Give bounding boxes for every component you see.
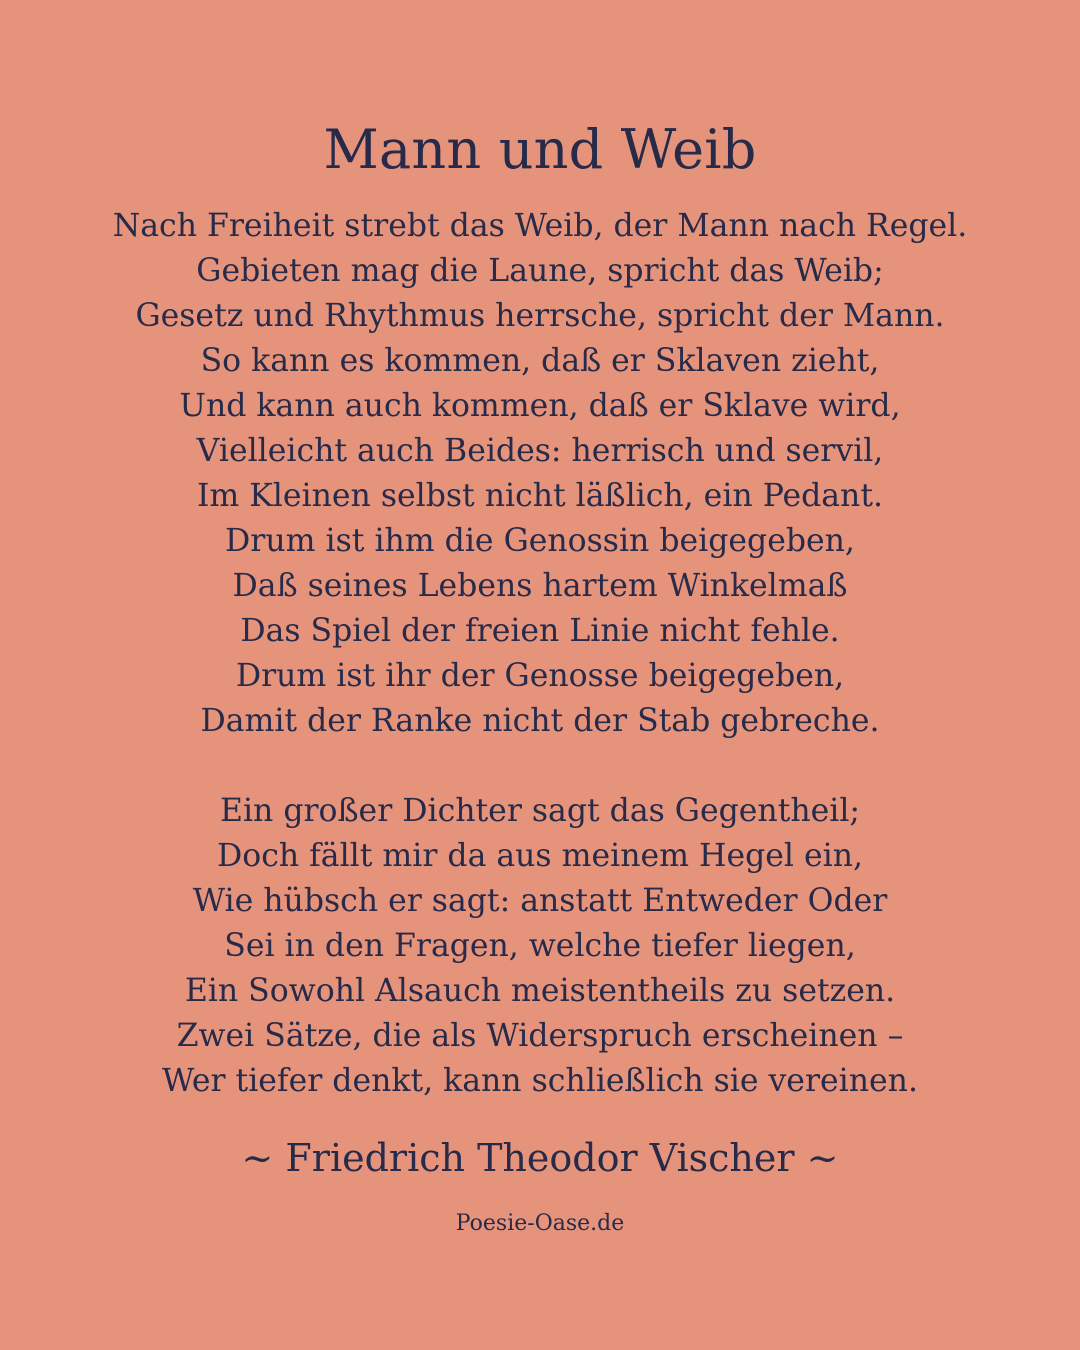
poem-line: Sei in den Fragen, welche tiefer liegen, [224,928,856,964]
poem-line: Gesetz und Rhythmus herrsche, spricht der Mann. [135,298,945,334]
stanza-1 [0,204,1080,744]
poem-title: Mann und Weib [323,118,757,181]
stanza-2 [0,789,1080,1104]
poem-line: Doch fällt mir da aus meinem Hegel ein, [216,838,864,874]
poem-line: Nach Freiheit strebt das Weib, der Mann nach Regel. [112,208,968,244]
poem-line: Daß seines Lebens hartem Winkelmaß [232,568,848,604]
poem-line: Drum ist ihm die Genossin beigegeben, [225,523,855,559]
poem-line: Und kann auch kommen, daß er Sklave wird, [179,388,901,424]
poem-author: ~ Friedrich Theodor Vischer ~ [241,1136,839,1180]
poem-line: Im Kleinen selbst nicht läßlich, ein Pedant. [196,478,884,514]
poem-line: Zwei Sätze, die als Widerspruch erscheinen – [176,1018,904,1054]
source-credit: Poesie-Oase.de [455,1211,625,1236]
poem-line: Vielleicht auch Beides: herrisch und servil, [196,433,884,469]
poem-line: Damit der Ranke nicht der Stab gebreche. [200,703,880,739]
poem-line: Das Spiel der freien Linie nicht fehle. [240,613,840,649]
poem-line: So kann es kommen, daß er Sklaven zieht, [200,343,880,379]
poem-line: Ein großer Dichter sagt das Gegentheil; [219,793,861,829]
poem-line: Gebieten mag die Laune, spricht das Weib; [196,253,884,289]
poem-line: Wer tiefer denkt, kann schließlich sie vereinen. [162,1063,918,1099]
poem-line: Drum ist ihr der Genosse beigegeben, [235,658,845,694]
poem-line: Ein Sowohl Alsauch meistentheils zu setzen. [184,973,896,1009]
poem-line: Wie hübsch er sagt: anstatt Entweder Oder [192,883,888,919]
